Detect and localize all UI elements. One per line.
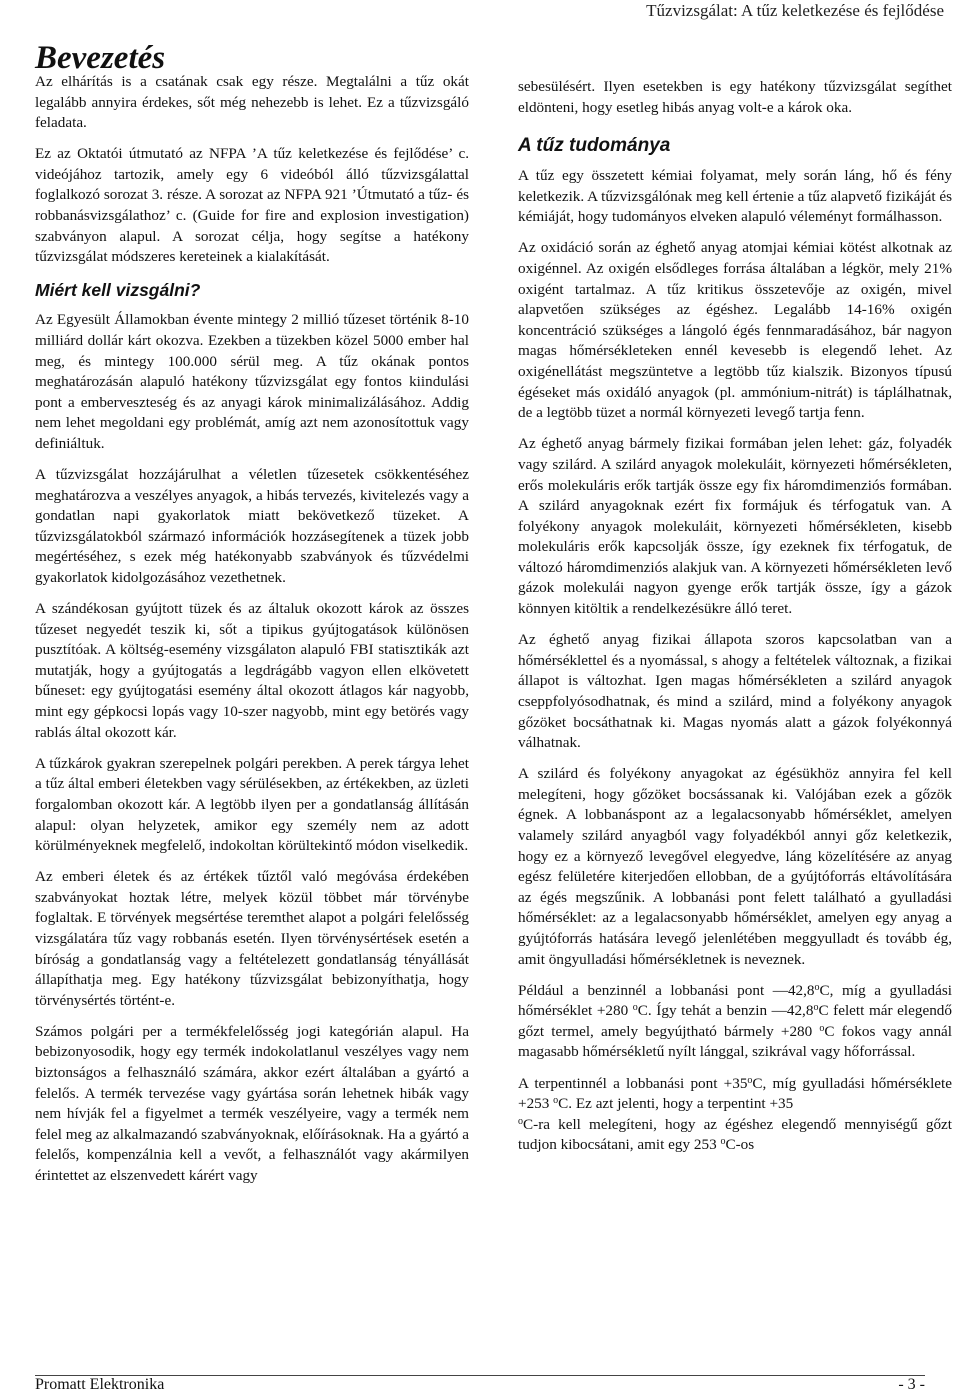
intro-paragraph: Az elhárítás is a csatának csak egy része. Megtalálni a tűz okát legalább annyira érdekes, sőt még nehezebb is lehet. Ez a tűzvizsgáló feladata. (35, 73, 469, 132)
body-paragraph: A tűzvizsgálat hozzájárulhat a véletlen tűzesetek csökkentéséhez meghatározva a veszélyes anyagok, a hibás tervezés, kivitelezés vagy a gondatlan napi gyakorlatok miatt bekövetkező tüzeket. A tűzvizsgálatokból származó információk hozzásegítenek a tüzek jobb megértéséhez, s ezek még hatékonyabb szabványok és tűzvédelmi gyakorlatok kidolgozásához vezethetnek. (35, 466, 469, 586)
body-paragraph: Számos polgári per a termékfelelősség jogi kategórián alapul. Ha bebizonyosodik, hogy egy termék indokolatlanul veszélyes vagy nem biztonságos a felhasználó számára, akkor ezért általában a gyártó a felelős. A termék tervezése vagy gyártása során lehetnek hibák vagy nem hívják fel a figyelmet a termék veszélyeire, vagy a termék nem felel meg az alkalmazandó szabványoknak, előírásoknak. Ha a gyártó a felelős, kompenzálnia kell a vevőt, a felhasználót vagy akármilyen érintettet az elszenvedett kárért vagy (35, 1022, 469, 1184)
body-paragraph: Az Egyesült Államokban évente mintegy 2 millió tűzeset történik 8-10 milliárd dollár kárt okozva. Ezekben a tüzekben közel 5000 ember hal meg, és mintegy 100.000 sérül meg. A tűz okának pontos meghatározásán alapuló hatékony tűzvizsgálat egy fontos kiindulási pont a emberveszteség és az anyagi károk minimalizálásához. Addig nem lehet megoldani egy problémát, amíg azt nem azonosítottuk vagy definiáltuk. (35, 311, 469, 452)
body-paragraph: Az emberi életek és az értékek tűztől való megóvása érdekében szabványokat hoztak létre, melyek közül többet már törvénybe foglaltak. E törvények megsértése teremthet alapot a polgári felelősség vizsgálatára tűz vagy robbanás esetén. Ilyen törvénysértések esetén a bíróság a gondatlanság vagy a feltételezett gondatlanság tényállását állapíthatja meg. Egy hatékony tűzvizsgálat bebizonyíthatja, hogy törvénysértés történt-e. (35, 868, 469, 1009)
benzin-example-paragraph: Például a benzinnél a lobbanási pont —42,8$^o$C, míg a gyulladási hőmérséklet +280 $^o$C. Így tehát a benzin —42,8$^o$C felett már elegendő gőzt termel, amely begyújtható bármely +280 $^o$C fokos vagy annál magasabb hőmérsékletű nyílt lánggal, szikrával vagy hőforrással. (518, 981, 952, 1061)
continued-paragraph: sebesülésért. Ilyen esetekben is egy hatékony tűzvizsgálat segíthet eldönteni, hogy esetleg hibás anyag volt-e a károk oka. (518, 78, 952, 116)
body-paragraph: A tűzkárok gyakran szerepelnek polgári perekben. A perek tárgya lehet a tűz által emberi életekben vagy sérülésekben, az értékekben, az üzleti forgalomban okozott kár. A legtöbb ilyen per a gondatlanság állításán alapul: olyan helyzetek, amikor egy személy nem az adott körülményeknek megfelelő, indokoltan körültekintő módon viselkedik. (35, 754, 469, 855)
page-number: - 3 - (898, 1376, 925, 1393)
left-column (35, 72, 469, 1197)
body-paragraph: A tűz egy összetett kémiai folyamat, mely során láng, hő és fény keletkezik. A tűzvizsgálónak meg kell értenie a tűz alapvető fizikáját és kémiáját, hogy tudományos elveken alapuló véleményt formálhasson. (518, 167, 952, 226)
page-title: Bevezetés (35, 40, 166, 76)
body-paragraph: A szilárd és folyékony anyagokat az égésükhöz annyira fel kell melegíteni, hogy gőzöket bocsássanak ki. Valójában ezek a gőzök égnek. A lobbanáspont az a legalacsonyabb hőmérséklet, amelyen valamely szilárd anyagból vagy folyadékból annyi gőz keletkezik, hogy ez a környező levegővel elegyedve, láng közelítésére az anyag egész felületére kiterjedően ellobban, de a gyújtóforrás eltávolítására az égés megszűnik. A lobbanási pont felett található a gyulladási hőmérséklet: az a legalacsonyabb hőmérséklet, amelyen egy anyag a gyújtóforrás hatására levegő jelenlétében meggyulladt és tovább ég, amit öngyulladási hőmérsékletnek is neveznek. (518, 765, 952, 968)
right-column (518, 77, 952, 1166)
body-paragraph: Az oxidáció során az éghető anyag atomjai kémiai kötést alkotnak az oxigénnel. Az oxigén elsődleges forrása általában a légkör, mely 21% oxigént tartalmaz. A tűz kritikus összetevője az oxigén, mivel alapvetően szükséges az égéshez. Legalább 14-16% oxigén koncentráció szükséges a lángoló égés fennmaradásához, bár nagyon magas hőmérsékleteken ennél kevesebb is elegendő lehet. Az oxigénellátást megszüntetve a legtöbb tűz kialszik. Bizonyos típusú égéseket más oxidáló anyagok (pl. ammónium-nitrát) is táplálhatnak, de a legtöbb tüzet a normál környezeti levegő tartja fenn. (518, 239, 952, 422)
section-heading-why-investigate: Miért kell vizsgálni? (35, 280, 201, 301)
footer-company: Promatt Elektronika (35, 1376, 165, 1393)
footer-divider (35, 1375, 925, 1376)
body-paragraph: Az éghető anyag bármely fizikai formában jelen lehet: gáz, folyadék vagy szilárd. A szilárd anyagok molekuláit, környezeti hőmérsékleten, erős molekuláris erők tartják össze egy fix háromdimenziós formában. A szilárd anyagoknak ezért fix formájuk és térfogatuk van. A folyékony anyagok molekuláit, környezeti hőmérsékleten, kisebb molekuláris erők kapcsolják össze, így ezeknek fix térfogatuk, de változó háromdimenziós alakjuk van. A környezeti hőmérsékleten levő gázok molekulái nagyon gyenge erők tartják össze, így a gázok könnyen kitöltik a rendelkezésükre álló teret. (518, 435, 952, 618)
intro-paragraph: Ez az Oktatói útmutató az NFPA ’A tűz keletkezése és fejlődése’ c. videójához tartozik, amely egy 6 videóból álló tűzvizsgálattal foglalkozó sorozat 3. része. A sorozat az NFPA 921 ’Útmutató a tűz- és robbanásvizsgálathoz’ c. (Guide for fire and explosion investigation) szabványon alapul. A sorozat célja, hogy segítse a hatékony tűzvizsgálat módszeres kereteinek a kialakítását. (35, 145, 469, 266)
terpentin-example-paragraph: A terpentinnél a lobbanási pont $+35^oC$, míg gyulladási hőmérséklete +253 $^o$C. Ez azt jelenti, hogy a terpentint +35 $^o$C-ra kell melegíteni, hogy az égéshez elegendő mennyiségű gőzt tudjon kibocsátani, amit egy 253 $^o$C-os (518, 1074, 952, 1154)
body-paragraph: A szándékosan gyújtott tüzek és az általuk okozott károk az összes tűzeset negyedét teszik ki, sőt a tipikus gyújtogatások különösen pusztítóak. A költség-esemény vizsgálaton alapuló FBI statisztikák azt mutatják, hogy a gyújtogatás a legdrágább vagyon ellen elkövetett bűneset: egy gyújtogatási esemény által okozott átlagos kár nagyobb, mint egy gépkocsi lopás vagy 10-szer nagyobb, mint egy betörés vagy rablás által okozott kár. (35, 600, 469, 741)
section-heading-fire-science: A tűz tudománya (518, 135, 671, 157)
body-paragraph: Az éghető anyag fizikai állapota szoros kapcsolatban van a hőmérséklettel és a nyomással, s ahogy a feltételek változnak, a fizikai állapot is változhat. Igen magas hőmérsékleten a szilárd anyagok cseppfolyósodhatnak, és mind a szilárd, mind a folyékony anyagok gőzöket bocsáthatnak ki. Magas nyomás alatt a gázok folyékonnyá válhatnak. (518, 631, 952, 752)
running-header: Tűzvizsgálat: A tűz keletkezése és fejlődése (646, 1, 944, 20)
